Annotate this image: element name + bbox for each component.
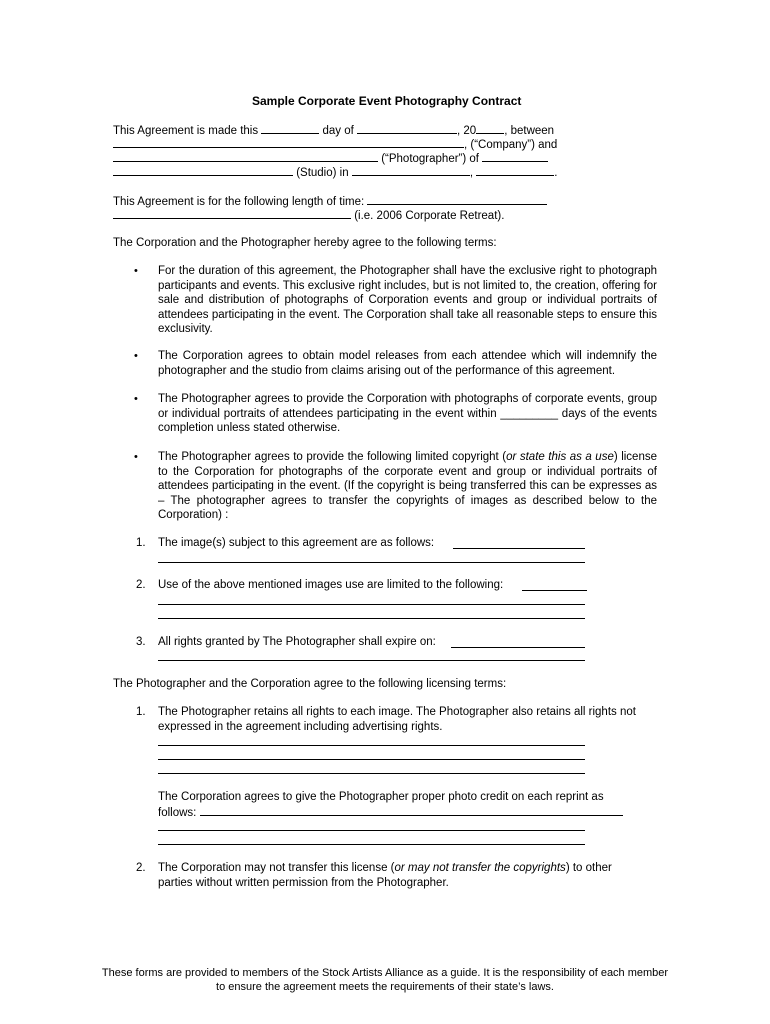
- intro-text: day of: [319, 125, 358, 137]
- images-use-label: Use of the above mentioned images use are limited to the following:: [158, 579, 507, 591]
- city-blank[interactable]: [352, 164, 470, 176]
- images-use-blank[interactable]: [522, 590, 587, 591]
- intro-text: ,: [469, 167, 477, 179]
- list-number: 1.: [136, 706, 146, 718]
- images-use-blank[interactable]: [158, 604, 585, 605]
- retains-rights-blank[interactable]: [158, 759, 585, 760]
- length-text: This Agreement is for the following length of time:: [113, 196, 368, 208]
- expiration-label: All rights granted by The Photographer shall expire on:: [158, 636, 440, 648]
- bullet-marker: •: [134, 265, 138, 277]
- expiration-blank[interactable]: [158, 660, 585, 661]
- licensing-intro: The Photographer and the Corporation agree to the following licensing terms:: [113, 678, 507, 690]
- list-number: 3.: [136, 636, 146, 648]
- page-title: Sample Corporate Event Photography Contract: [252, 94, 522, 108]
- bullet-item-model-releases: The Corporation agrees to obtain model releases from each attendee which will indemnify the photographer and the studio from claims arising out of the performance of this agreement.: [158, 350, 657, 377]
- bullet-marker: •: [134, 350, 138, 362]
- intro-text: , between: [504, 125, 555, 137]
- photo-credit-blank[interactable]: [158, 830, 585, 831]
- images-subject-label: The image(s) subject to this agreement are as follows:: [158, 537, 438, 549]
- bullet-item-delivery: The Photographer agrees to provide the Corporation with photographs of corporate events, group or individual portraits of attendees participating in the event within _________ days of the events completion unless stated otherwise.: [158, 393, 657, 434]
- bullet-marker: •: [134, 393, 138, 405]
- expiration-blank[interactable]: [451, 647, 585, 648]
- company-blank[interactable]: [113, 136, 464, 148]
- month-blank[interactable]: [357, 122, 457, 134]
- length-blank[interactable]: [367, 193, 547, 205]
- images-subject-blank[interactable]: [453, 548, 585, 549]
- bullet-item-copyright: The Photographer agrees to provide the following limited copyright (or state this as a use) license to the Corporation for photographs of the corporate event and group or individual portraits of attendees participating in the event. (If the copyright is being transferred this can be expresses as – The photographer agrees to transfer the copyrights of images as described below to the Corporation) :: [158, 451, 657, 521]
- photo-credit-line-2: follows:: [158, 804, 623, 821]
- retains-rights-blank[interactable]: [158, 773, 585, 774]
- photographer-location-blank[interactable]: [482, 150, 548, 162]
- year-blank[interactable]: [476, 122, 504, 134]
- intro-text: (Studio) in: [293, 167, 352, 179]
- photo-credit-blank[interactable]: [158, 844, 585, 845]
- photographer-blank[interactable]: [113, 150, 378, 162]
- footer-disclaimer: These forms are provided to members of the Stock Artists Alliance as a guide. It is the responsibility of each member to ensure the agreement meets the requirements of their state’s laws.: [101, 967, 669, 993]
- intro-text: , (“Company”) and: [464, 139, 558, 151]
- photo-credit-line-1: The Corporation agrees to give the Photographer proper photo credit on each reprint as: [158, 791, 604, 803]
- length-line-2: [113, 207, 504, 224]
- intro-text: .: [554, 167, 558, 179]
- licensing-item-no-transfer: The Corporation may not transfer this license (or may not transfer the copyrights) to other parties without written permission from the Photographer.: [158, 862, 612, 889]
- licensing-item-retains-rights: The Photographer retains all rights to each image. The Photographer also retains all rights not expressed in the agreement including advertising rights.: [158, 706, 636, 733]
- intro-line-4: [113, 164, 557, 181]
- event-blank[interactable]: [113, 207, 351, 219]
- day-blank[interactable]: [261, 122, 319, 134]
- agree-intro: The Corporation and the Photographer hereby agree to the following terms:: [113, 237, 497, 249]
- list-number: 2.: [136, 579, 146, 591]
- bullet-item-exclusive: For the duration of this agreement, the Photographer shall have the exclusive right to photograph participants and events. This exclusive right includes, but is not limited to, the creation, offering for sale and distribution of photographs of Corporation events and group or individual portraits of attendees participating in the event. The Corporation shall take all reasonable steps to ensure this exclusivity.: [158, 265, 657, 335]
- images-use-blank[interactable]: [158, 618, 585, 619]
- length-example: (i.e. 2006 Corporate Retreat).: [351, 210, 505, 222]
- retains-rights-blank[interactable]: [158, 745, 585, 746]
- state-blank[interactable]: [476, 164, 554, 176]
- photo-credit-blank[interactable]: [200, 804, 623, 816]
- intro-text: (“Photographer”) of: [378, 153, 483, 165]
- studio-blank[interactable]: [113, 164, 293, 176]
- list-number: 2.: [136, 862, 146, 874]
- list-number: 1.: [136, 537, 146, 549]
- intro-text: , 20: [457, 125, 477, 137]
- bullet-marker: •: [134, 451, 138, 463]
- images-subject-blank[interactable]: [158, 562, 585, 563]
- intro-text: This Agreement is made this: [113, 125, 262, 137]
